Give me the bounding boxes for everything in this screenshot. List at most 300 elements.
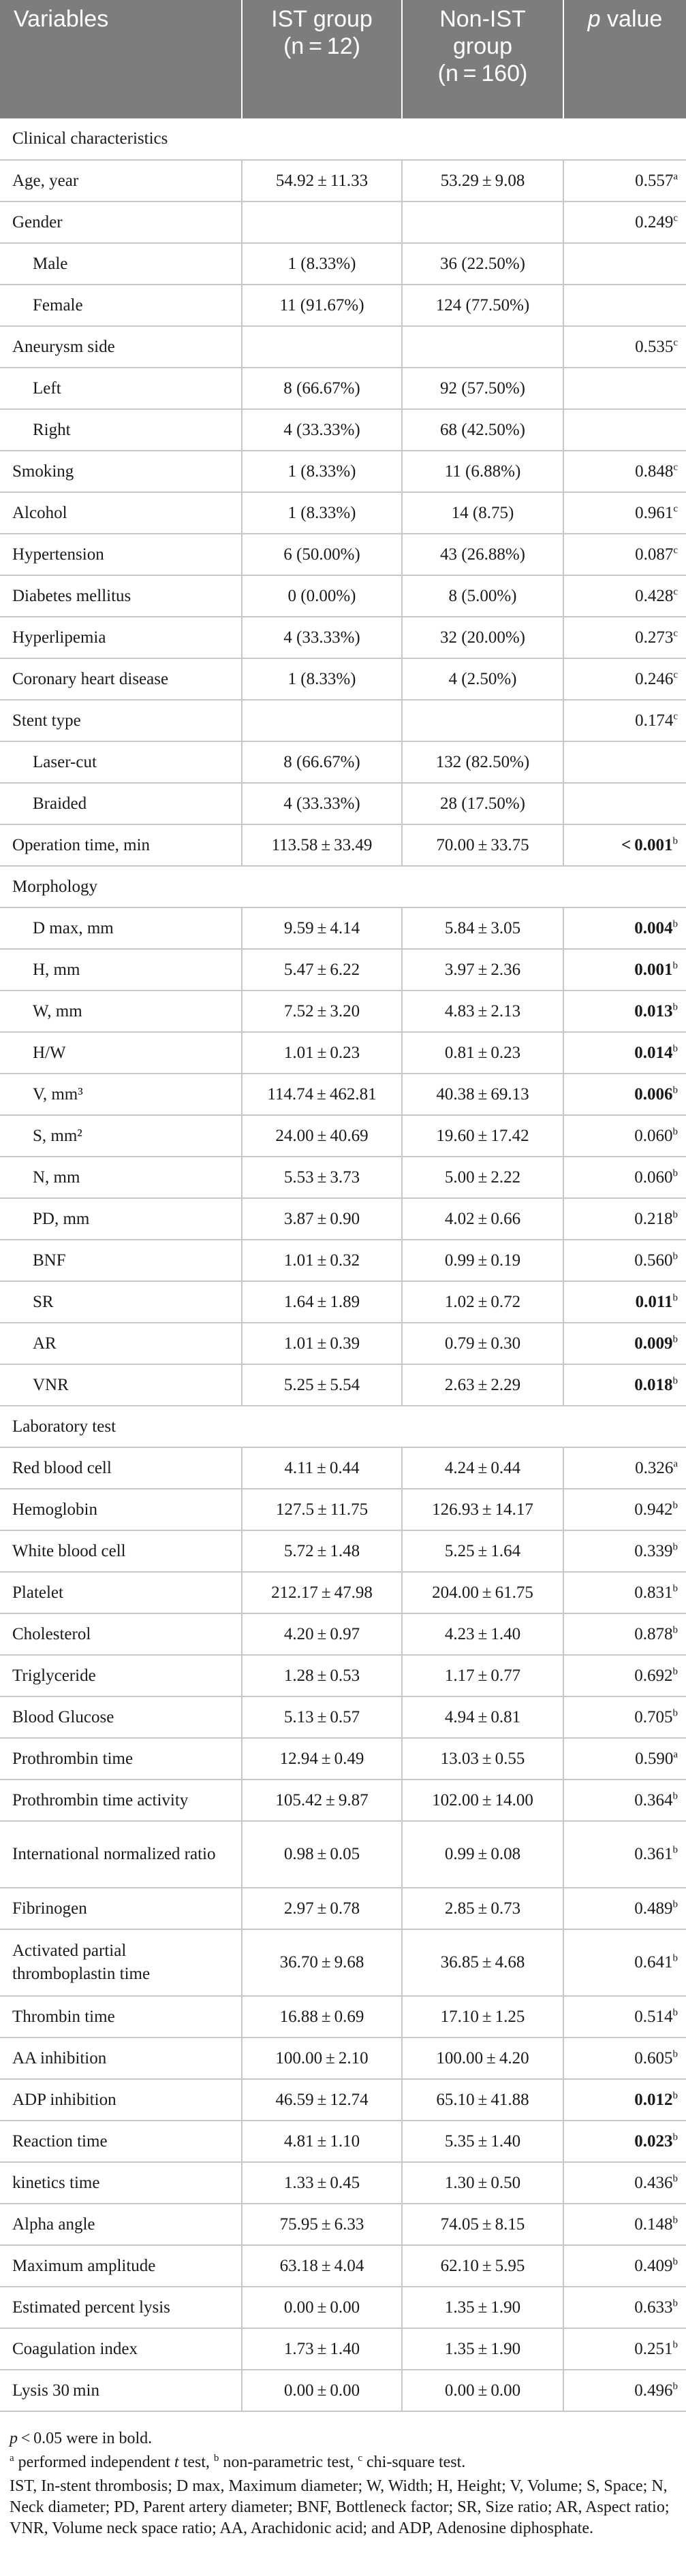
header-non-ist-n: (n = 160): [437, 61, 528, 86]
non-ist-value-cell: 1.02 ± 0.72: [402, 1281, 563, 1323]
p-value-text: 0.590: [635, 1749, 674, 1768]
p-value-cell: [563, 2121, 686, 2162]
p-value-text: 0.878: [634, 1624, 673, 1643]
p-value-cell: [563, 1696, 686, 1738]
variable-cell: W, mm: [0, 991, 242, 1032]
p-value-cell: [563, 1738, 686, 1780]
test-superscript: c: [673, 669, 678, 681]
table-row: [0, 1323, 686, 1364]
table-row: [0, 243, 686, 285]
non-ist-value-cell: 62.10 ± 5.95: [402, 2245, 563, 2287]
variable-cell: ADP inhibition: [0, 2079, 242, 2121]
p-value-text: 0.361: [634, 1845, 673, 1863]
table-row: [0, 741, 686, 783]
test-superscript: c: [673, 586, 678, 598]
non-ist-value-cell: 1.17 ± 0.77: [402, 1655, 563, 1696]
ist-value-cell: 0.00 ± 0.00: [242, 2287, 402, 2328]
non-ist-value-cell: 43 (26.88%): [402, 534, 563, 575]
header-p-value: [563, 0, 686, 118]
p-value-text: 0.848: [635, 462, 674, 481]
test-superscript: b: [672, 1292, 678, 1304]
p-value-text: 0.012: [634, 2090, 673, 2109]
table-row: [0, 1996, 686, 2038]
ist-value-cell: [242, 202, 402, 243]
non-ist-value-cell: 4.24 ± 0.44: [402, 1447, 563, 1489]
ist-value-cell: 4 (33.33%): [242, 617, 402, 658]
header-non-ist-label1: Non-IST: [439, 6, 526, 32]
ist-value-cell: 36.70 ± 9.68: [242, 1929, 402, 1996]
p-value-text: 0.633: [634, 2298, 673, 2317]
non-ist-value-cell: 70.00 ± 33.75: [402, 824, 563, 866]
ist-value-cell: 12.94 ± 0.49: [242, 1738, 402, 1780]
table-row: [0, 1115, 686, 1157]
p-value-cell: [563, 1572, 686, 1613]
ist-value-cell: 75.95 ± 6.33: [242, 2204, 402, 2245]
header-ist-label: IST group: [271, 6, 373, 32]
variable-cell: Red blood cell: [0, 1447, 242, 1489]
variable-cell: Laser-cut: [0, 741, 242, 783]
ist-value-cell: [242, 700, 402, 741]
p-value-text: 0.174: [635, 711, 674, 730]
table-row: [0, 2162, 686, 2204]
variable-cell: White blood cell: [0, 1530, 242, 1572]
non-ist-value-cell: 1.30 ± 0.50: [402, 2162, 563, 2204]
test-superscript: b: [672, 835, 678, 847]
variable-cell: AR: [0, 1323, 242, 1364]
variable-cell: Aneurysm side: [0, 326, 242, 368]
variable-cell: Gender: [0, 202, 242, 243]
table-row: [0, 1281, 686, 1323]
table-row: [0, 368, 686, 409]
p-value-cell: [563, 1447, 686, 1489]
variable-cell: International normalized ratio: [0, 1821, 242, 1888]
table-row: [0, 1888, 686, 1929]
table-body: [0, 118, 686, 2411]
p-value-cell: [563, 907, 686, 949]
p-value-text: 0.251: [634, 2339, 673, 2358]
p-value-text: 0.087: [635, 545, 674, 564]
variable-cell: Activated partial thromboplastin time: [0, 1929, 242, 1996]
non-ist-value-cell: 0.99 ± 0.19: [402, 1240, 563, 1281]
variable-cell: Prothrombin time: [0, 1738, 242, 1780]
non-ist-value-cell: 4.02 ± 0.66: [402, 1198, 563, 1240]
tests-b-text: non-parametric test,: [219, 2453, 358, 2471]
p-value-cell: [563, 1996, 686, 2038]
test-superscript: b: [672, 2090, 678, 2102]
ist-value-cell: 4.11 ± 0.44: [242, 1447, 402, 1489]
non-ist-value-cell: 2.85 ± 0.73: [402, 1888, 563, 1929]
ist-value-cell: 2.97 ± 0.78: [242, 1888, 402, 1929]
test-superscript: b: [672, 1624, 678, 1636]
variable-cell: Operation time, min: [0, 824, 242, 866]
p-value-cell: [563, 1198, 686, 1240]
p-value-cell: [563, 1489, 686, 1530]
test-superscript: b: [672, 2048, 678, 2060]
p-value-cell: [563, 202, 686, 243]
ist-value-cell: 212.17 ± 47.98: [242, 1572, 402, 1613]
non-ist-value-cell: 2.63 ± 2.29: [402, 1364, 563, 1406]
non-ist-value-cell: 4.94 ± 0.81: [402, 1696, 563, 1738]
p-value-cell: [563, 991, 686, 1032]
ist-value-cell: 114.74 ± 462.81: [242, 1074, 402, 1115]
table-row: [0, 617, 686, 658]
section-header-row: [0, 118, 686, 160]
test-superscript: b: [672, 1952, 678, 1964]
table-row: [0, 2245, 686, 2287]
test-superscript: b: [672, 1899, 678, 1910]
non-ist-value-cell: 5.35 ± 1.40: [402, 2121, 563, 2162]
tests-sup-c: c: [358, 2453, 363, 2464]
ist-value-cell: 46.59 ± 12.74: [242, 2079, 402, 2121]
test-superscript: b: [672, 1043, 678, 1054]
p-value-cell: [563, 1530, 686, 1572]
test-superscript: c: [673, 337, 678, 349]
variable-cell: Estimated percent lysis: [0, 2287, 242, 2328]
table-row: [0, 1364, 686, 1406]
tests-t: t: [174, 2453, 179, 2471]
table-row: [0, 1572, 686, 1613]
non-ist-value-cell: 4.83 ± 2.13: [402, 991, 563, 1032]
p-value-text: 0.006: [634, 1084, 673, 1104]
table-row: [0, 2079, 686, 2121]
p-value-cell: [563, 492, 686, 534]
section-label: Clinical characteristics: [0, 118, 686, 160]
test-superscript: b: [672, 1541, 678, 1553]
p-value-cell: [563, 368, 686, 409]
p-value-cell: [563, 1323, 686, 1364]
ist-value-cell: 0.00 ± 0.00: [242, 2370, 402, 2411]
test-superscript: a: [673, 1749, 678, 1760]
non-ist-value-cell: [402, 202, 563, 243]
table-row: [0, 991, 686, 1032]
non-ist-value-cell: 14 (8.75): [402, 492, 563, 534]
test-superscript: b: [672, 2256, 678, 2268]
non-ist-value-cell: 124 (77.50%): [402, 285, 563, 326]
test-superscript: b: [672, 1168, 678, 1179]
p-value-text: 0.489: [634, 1899, 673, 1918]
non-ist-value-cell: 19.60 ± 17.42: [402, 1115, 563, 1157]
table-row: [0, 1198, 686, 1240]
p-value-cell: [563, 2038, 686, 2079]
tests-sup-a: a: [10, 2453, 14, 2464]
ist-value-cell: 5.25 ± 5.54: [242, 1364, 402, 1406]
ist-value-cell: 4 (33.33%): [242, 409, 402, 451]
table-row: [0, 1074, 686, 1115]
table-row: [0, 1240, 686, 1281]
variable-cell: BNF: [0, 1240, 242, 1281]
table-row: [0, 1530, 686, 1572]
variable-cell: Coagulation index: [0, 2328, 242, 2370]
section-label: Laboratory test: [0, 1406, 686, 1447]
non-ist-value-cell: 8 (5.00%): [402, 575, 563, 617]
ist-value-cell: 0.98 ± 0.05: [242, 1821, 402, 1888]
p-value-cell: [563, 326, 686, 368]
non-ist-value-cell: 132 (82.50%): [402, 741, 563, 783]
variable-cell: Hypertension: [0, 534, 242, 575]
non-ist-value-cell: 53.29 ± 9.08: [402, 160, 563, 202]
p-value-text: 0.023: [634, 2131, 673, 2151]
ist-value-cell: 7.52 ± 3.20: [242, 991, 402, 1032]
p-value-cell: [563, 2204, 686, 2245]
non-ist-value-cell: 4.23 ± 1.40: [402, 1613, 563, 1655]
ist-value-cell: 11 (91.67%): [242, 285, 402, 326]
table-row: [0, 2204, 686, 2245]
test-superscript: b: [672, 2215, 678, 2226]
p-value-cell: [563, 824, 686, 866]
p-value-cell: [563, 1157, 686, 1198]
p-value-text: 0.148: [634, 2215, 673, 2234]
p-value-text: 0.409: [634, 2256, 673, 2275]
header-non-ist-label2: group: [453, 33, 512, 59]
p-value-cell: [563, 1655, 686, 1696]
table-row: [0, 1738, 686, 1780]
non-ist-value-cell: 0.79 ± 0.30: [402, 1323, 563, 1364]
table-row: [0, 824, 686, 866]
non-ist-value-cell: 5.84 ± 3.05: [402, 907, 563, 949]
p-value-text: 0.273: [635, 628, 674, 647]
non-ist-value-cell: 40.38 ± 69.13: [402, 1074, 563, 1115]
p-value-text: 0.692: [634, 1666, 673, 1685]
p-value-cell: [563, 1074, 686, 1115]
ist-value-cell: 1.01 ± 0.32: [242, 1240, 402, 1281]
test-superscript: c: [673, 212, 678, 224]
test-superscript: b: [672, 2381, 678, 2392]
variable-cell: SR: [0, 1281, 242, 1323]
p-value-text: 0.436: [634, 2173, 673, 2192]
section-header-row: [0, 866, 686, 907]
ist-value-cell: 100.00 ± 2.10: [242, 2038, 402, 2079]
p-value-cell: [563, 451, 686, 492]
variable-cell: Right: [0, 409, 242, 451]
table-row: [0, 2328, 686, 2370]
p-value-cell: [563, 949, 686, 991]
test-superscript: b: [672, 2173, 678, 2185]
tests-a-text: performed independent: [14, 2453, 174, 2471]
header-p-rest: value: [600, 6, 663, 32]
test-superscript: c: [673, 711, 678, 722]
ist-value-cell: 4.81 ± 1.10: [242, 2121, 402, 2162]
p-value-cell: [563, 409, 686, 451]
ist-value-cell: 4 (33.33%): [242, 783, 402, 824]
test-superscript: b: [672, 1844, 678, 1856]
table-row: [0, 949, 686, 991]
test-superscript: b: [672, 1084, 678, 1096]
ist-value-cell: 1.64 ± 1.89: [242, 1281, 402, 1323]
table-row: [0, 326, 686, 368]
tests-c-text: chi-square test.: [362, 2453, 466, 2471]
header-non-ist-group: [402, 0, 563, 118]
ist-value-cell: 1.01 ± 0.39: [242, 1323, 402, 1364]
p-value-cell: [563, 2287, 686, 2328]
ist-value-cell: 0 (0.00%): [242, 575, 402, 617]
variable-cell: Male: [0, 243, 242, 285]
p-value-text: 0.249: [635, 212, 674, 231]
p-value-text: 0.246: [635, 669, 674, 688]
non-ist-value-cell: [402, 700, 563, 741]
non-ist-value-cell: 28 (17.50%): [402, 783, 563, 824]
header-ist-n: (n = 12): [283, 33, 360, 59]
variable-cell: Smoking: [0, 451, 242, 492]
p-value-cell: [563, 1032, 686, 1074]
p-value-cell: [563, 1281, 686, 1323]
p-value-cell: [563, 534, 686, 575]
p-value-cell: [563, 285, 686, 326]
p-value-text: < 0.001: [621, 835, 673, 854]
table-footnotes: [0, 2412, 686, 2539]
ist-value-cell: [242, 326, 402, 368]
p-value-text: 0.961: [635, 503, 674, 522]
variable-cell: VNR: [0, 1364, 242, 1406]
test-superscript: b: [672, 1583, 678, 1594]
non-ist-value-cell: 0.81 ± 0.23: [402, 1032, 563, 1074]
variable-cell: Reaction time: [0, 2121, 242, 2162]
p-value-text: 0.641: [634, 1953, 673, 1971]
ist-value-cell: 4.20 ± 0.97: [242, 1613, 402, 1655]
header-variables: Variables: [0, 0, 242, 118]
table-row: [0, 2038, 686, 2079]
test-superscript: a: [673, 171, 678, 182]
test-superscript: b: [672, 2131, 678, 2143]
variable-cell: D max, mm: [0, 907, 242, 949]
ist-value-cell: 6 (50.00%): [242, 534, 402, 575]
test-superscript: b: [672, 1334, 678, 1345]
p-value-cell: [563, 658, 686, 700]
table-row: [0, 700, 686, 741]
non-ist-value-cell: 102.00 ± 14.00: [402, 1780, 563, 1821]
variable-cell: Female: [0, 285, 242, 326]
p-value-text: 0.339: [634, 1541, 673, 1560]
test-superscript: b: [672, 1375, 678, 1387]
ist-value-cell: 8 (66.67%): [242, 741, 402, 783]
non-ist-value-cell: 17.10 ± 1.25: [402, 1996, 563, 2038]
non-ist-value-cell: 1.35 ± 1.90: [402, 2328, 563, 2370]
non-ist-value-cell: 5.00 ± 2.22: [402, 1157, 563, 1198]
table-row: [0, 1696, 686, 1738]
test-superscript: b: [672, 960, 678, 971]
p-value-cell: [563, 2245, 686, 2287]
non-ist-value-cell: [402, 326, 563, 368]
table-row: [0, 160, 686, 202]
table-row: [0, 907, 686, 949]
non-ist-value-cell: 3.97 ± 2.36: [402, 949, 563, 991]
p-value-text: 0.560: [634, 1251, 673, 1270]
variable-cell: Diabetes mellitus: [0, 575, 242, 617]
variable-cell: N, mm: [0, 1157, 242, 1198]
ist-value-cell: 16.88 ± 0.69: [242, 1996, 402, 2038]
variable-cell: Fibrinogen: [0, 1888, 242, 1929]
abbreviations-note: IST, In-stent thrombosis; D max, Maximum diameter; W, Width; H, Height; V, Volume; S, Space; N, Neck diameter; PD, Parent artery diameter; BNF, Bottleneck factor; SR, Size ratio; AR, Aspect ratio; VNR, Volume neck space ratio; AA, Arachidonic acid; and ADP, Adenosine diphosphate.: [10, 2477, 670, 2537]
variable-cell: Cholesterol: [0, 1613, 242, 1655]
non-ist-value-cell: 74.05 ± 8.15: [402, 2204, 563, 2245]
ist-value-cell: 1 (8.33%): [242, 492, 402, 534]
ist-value-cell: 1.33 ± 0.45: [242, 2162, 402, 2204]
test-superscript: b: [672, 1209, 678, 1221]
p-value-text: 0.018: [634, 1375, 673, 1394]
table-row: [0, 1157, 686, 1198]
p-value-text: 0.060: [634, 1168, 673, 1187]
variable-cell: Platelet: [0, 1572, 242, 1613]
non-ist-value-cell: 92 (57.50%): [402, 368, 563, 409]
table-row: [0, 202, 686, 243]
table-row: [0, 1489, 686, 1530]
p-value-text: 0.326: [635, 1458, 674, 1477]
non-ist-value-cell: 5.25 ± 1.64: [402, 1530, 563, 1572]
p-value-text: 0.001: [634, 960, 673, 979]
variable-cell: kinetics time: [0, 2162, 242, 2204]
test-superscript: c: [673, 503, 678, 515]
variable-cell: Prothrombin time activity: [0, 1780, 242, 1821]
non-ist-value-cell: 1.35 ± 1.90: [402, 2287, 563, 2328]
tests-note: [10, 2452, 676, 2473]
non-ist-value-cell: 4 (2.50%): [402, 658, 563, 700]
p-value-cell: [563, 783, 686, 824]
table-row: [0, 2121, 686, 2162]
ist-value-cell: 1.01 ± 0.23: [242, 1032, 402, 1074]
ist-value-cell: 127.5 ± 11.75: [242, 1489, 402, 1530]
header-p-italic: p: [587, 6, 601, 32]
variable-cell: S, mm²: [0, 1115, 242, 1157]
ist-value-cell: 1 (8.33%): [242, 243, 402, 285]
variable-cell: Hyperlipemia: [0, 617, 242, 658]
test-superscript: c: [673, 545, 678, 556]
p-value-text: 0.605: [634, 2048, 673, 2067]
p-value-text: 0.060: [634, 1126, 673, 1145]
non-ist-value-cell: 100.00 ± 4.20: [402, 2038, 563, 2079]
variable-cell: Alcohol: [0, 492, 242, 534]
p-value-cell: [563, 1364, 686, 1406]
test-superscript: b: [672, 1666, 678, 1677]
p-value-text: 0.428: [635, 586, 674, 605]
table-row: [0, 1821, 686, 1888]
p-value-text: 0.013: [634, 1001, 673, 1020]
p-value-cell: [563, 1240, 686, 1281]
test-superscript: b: [672, 1126, 678, 1138]
test-superscript: b: [672, 1500, 678, 1511]
bold-note: [10, 2428, 676, 2449]
table-row: [0, 575, 686, 617]
test-superscript: c: [673, 462, 678, 473]
tests-after-t: test,: [178, 2453, 214, 2471]
ist-value-cell: 5.53 ± 3.73: [242, 1157, 402, 1198]
test-superscript: b: [672, 2339, 678, 2351]
p-value-cell: [563, 2370, 686, 2411]
p-value-cell: [563, 2328, 686, 2370]
test-superscript: b: [672, 1707, 678, 1719]
test-superscript: b: [672, 1001, 678, 1013]
variable-cell: PD, mm: [0, 1198, 242, 1240]
non-ist-value-cell: 11 (6.88%): [402, 451, 563, 492]
ist-value-cell: 1.73 ± 1.40: [242, 2328, 402, 2370]
test-superscript: b: [672, 918, 678, 930]
test-superscript: b: [672, 1251, 678, 1262]
test-superscript: b: [672, 1790, 678, 1802]
bold-note-p: p: [10, 2430, 18, 2447]
table-row: [0, 1780, 686, 1821]
table-row: [0, 1613, 686, 1655]
non-ist-value-cell: 204.00 ± 61.75: [402, 1572, 563, 1613]
non-ist-value-cell: 13.03 ± 0.55: [402, 1738, 563, 1780]
p-value-cell: [563, 1613, 686, 1655]
table-row: [0, 2370, 686, 2411]
p-value-cell: [563, 741, 686, 783]
ist-value-cell: 54.92 ± 11.33: [242, 160, 402, 202]
p-value-text: 0.942: [634, 1500, 673, 1519]
variable-cell: Alpha angle: [0, 2204, 242, 2245]
variable-cell: Lysis 30 min: [0, 2370, 242, 2411]
variable-cell: Triglyceride: [0, 1655, 242, 1696]
ist-value-cell: 8 (66.67%): [242, 368, 402, 409]
non-ist-value-cell: 36 (22.50%): [402, 243, 563, 285]
